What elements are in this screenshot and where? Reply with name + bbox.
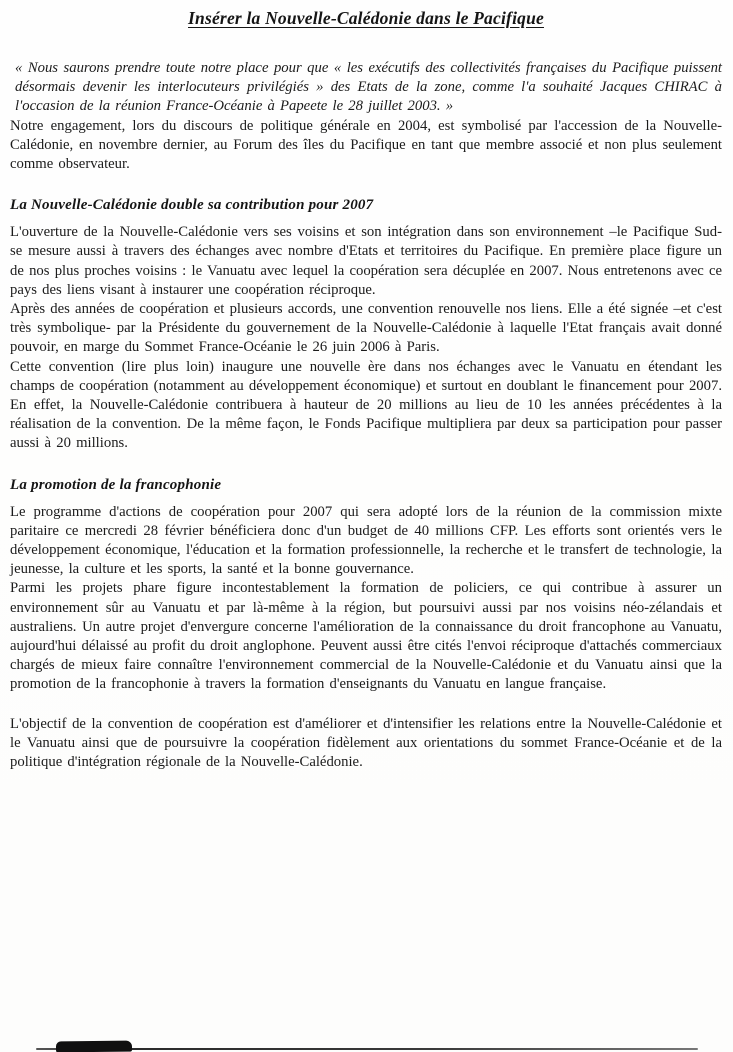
- closing-paragraph: L'objectif de la convention de coopération est d'améliorer et d'intensifier les relations entre la Nouvelle-Calédonie et le Vanuatu ainsi que de poursuivre la coopération fidèlement aux orientations du sommet France-Océanie et de la politique d'intégration régionale de la Nouvelle-Calédonie.: [10, 715, 722, 771]
- section-heading-contribution-2007: La Nouvelle-Calédonie double sa contribution pour 2007: [10, 197, 374, 214]
- document-title: Insérer la Nouvelle-Calédonie dans le Pacifique: [188, 8, 544, 28]
- section1-paragraph-1: L'ouverture de la Nouvelle-Calédonie vers ses voisins et son intégration dans son environnement –le Pacifique Sud- se mesure aussi à travers des échanges avec nombre d'Etats et territoires du Pacifique. En première place figure un de nos plus proches voisins : le Vanuatu avec lequel la coopération sera décuplée en 2007. Nous entretenons avec ce pays des liens visant à instaurer une coopération réciproque.: [10, 224, 722, 298]
- scan-artifact-line: [36, 1048, 698, 1050]
- section2-paragraph-2: Parmi les projets phare figure incontestablement la formation de policiers, ce qui contribue à assurer un environnement sûr au Vanuatu et par là-même à la région, but poursuivi aussi par nos voisins néo-zélandais et australiens. Un autre projet d'envergure concerne l'amélioration de la connaissance du droit francophone au Vanuatu, aujourd'hui délaissé au profit du droit anglophone. Peuvent aussi être cités l'envoi réciproque d'attachés commerciaux chargés de mieux faire connaître l'environnement commercial de la Nouvelle-Calédonie et du Vanuatu ainsi que la promotion de la francophonie à travers la formation d'enseignants du Vanuatu en langue française.: [10, 580, 722, 693]
- intro-paragraph: Notre engagement, lors du discours de politique générale en 2004, est symbolisé par l'accession de la Nouvelle-Calédonie, en novembre dernier, au Forum des îles du Pacifique en tant que membre associé et non plus seulement comme observateur.: [10, 117, 722, 173]
- section2-paragraph-1: Le programme d'actions de coopération pour 2007 qui sera adopté lors de la réunion de la commission mixte paritaire ce mercredi 28 février bénéficiera donc d'un budget de 40 millions CFP. Les efforts sont orientés vers le développement économique, l'éducation et la formation professionnelle, la recherche et le transfert de technologie, la jeunesse, la culture et les sports, la santé et la bonne gouvernance.: [10, 503, 722, 578]
- opening-quote-paragraph: « Nous saurons prendre toute notre place pour que « les exécutifs des collectivités françaises du Pacifique puissent désormais devenir les interlocuteurs privilégiés » des Etats de la zone, comme l'a souhaité Jacques CHIRAC à l'occasion de la réunion France-Océanie à Papeete le 28 juillet 2003. »: [15, 60, 722, 115]
- scan-artifact-blob: [56, 1041, 132, 1052]
- section-heading-francophonie: La promotion de la francophonie: [10, 476, 222, 493]
- section1-paragraph-3: Cette convention (lire plus loin) inaugure une nouvelle ère dans nos échanges avec le Vanuatu en étendant les champs de coopération (notamment au développement économique) et surtout en doublant le financement pour 2007. En effet, la Nouvelle-Calédonie contribuera à hauteur de 20 millions au lieu de 10 les années précédentes à la réalisation de la convention. De la même façon, le Fonds Pacifique multipliera par deux sa participation pour passer aussi à 20 millions.: [10, 358, 722, 452]
- section1-paragraph-2: Après des années de coopération et plusieurs accords, une convention renouvelle nos liens. Elle a été signée –et c'est très symbolique- par la Présidente du gouvernement de la Nouvelle-Calédonie à laquelle l'Etat français avait donné pouvoir, en marge du Sommet France-Océanie le 26 juin 2006 à Paris.: [10, 301, 722, 356]
